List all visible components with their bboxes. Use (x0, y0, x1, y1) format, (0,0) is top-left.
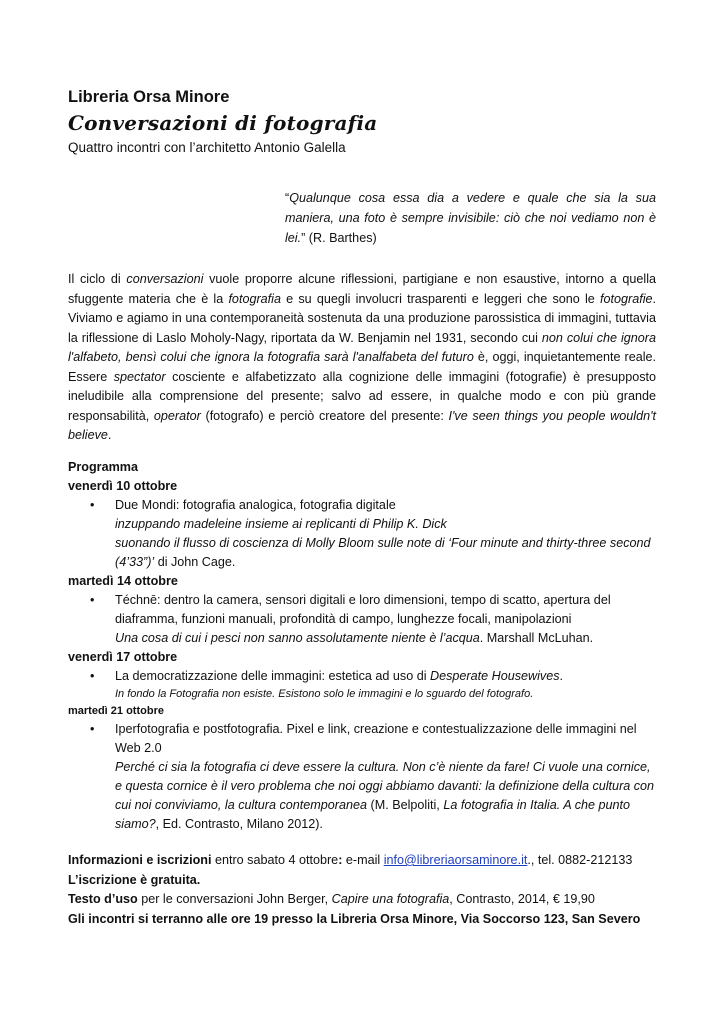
intro-italic: operator (153, 408, 201, 423)
reference-text-line (68, 890, 656, 910)
session-date: martedì 14 ottobre (68, 574, 178, 588)
info-deadline: entro sabato 4 ottobre (211, 853, 339, 867)
document-title: Conversazioni di fotografia (68, 111, 378, 135)
session-quote-author: . Marshall McLuhan. (479, 631, 594, 645)
session-item (68, 591, 656, 648)
intro-paragraph (68, 270, 656, 446)
program-heading: Programma (68, 460, 138, 474)
session-item (68, 667, 656, 703)
session-note-tail: di John Cage. (154, 555, 236, 569)
intro-text: cosciente e alfabetizzato alla cognizione delle immagini (fotografie) è presupposto ineludibile alla comprensione del presente; salvo ad essere, in qualche modo e con più grande responsabilità, (68, 369, 656, 423)
session-date: martedì 21 ottobre (68, 705, 164, 717)
intro-text: (fotografo) e perciò creatore del presente: (200, 408, 449, 423)
program-section (68, 458, 656, 834)
reference-body: per le conversazioni John Berger, (137, 892, 332, 906)
email-link[interactable]: info@libreriaorsaminore.it (383, 853, 528, 867)
email-prefix: e-mail (342, 853, 384, 867)
organization-name: Libreria Orsa Minore (68, 88, 230, 106)
reference-book: Capire una fotografia (331, 892, 450, 906)
session-title: Iperfotografia e postfotografia. Pixel e link, creazione e contestualizzazione delle immagini nel Web 2.0 (115, 722, 637, 755)
intro-text: Il ciclo di (68, 272, 127, 286)
footer-info (68, 851, 656, 929)
bullet-icon: • (90, 593, 95, 607)
session-note: inzuppando madeleine insieme ai replicanti di Philip K. Dick (115, 517, 447, 531)
session-date: venerdì 17 ottobre (68, 650, 178, 664)
session-note: In fondo la Fotografia non esiste. Esistono solo le immagini e lo sguardo del fotografo. (115, 688, 534, 700)
session-cite: (M. Belpoliti, (367, 798, 444, 812)
session-title: La democratizzazione delle immagini: estetica ad uso di (115, 669, 431, 683)
info-label: Informazioni e iscrizioni (68, 853, 212, 867)
session-title-end: . (559, 669, 564, 683)
free-registration: L’iscrizione è gratuita. (68, 872, 201, 887)
bullet-icon: • (90, 669, 95, 683)
session-title: Due Mondi: fotografia analogica, fotografia digitale (115, 498, 396, 512)
document-subtitle: Quattro incontri con l’architetto Antonio Galella (68, 140, 346, 155)
epigraph-quote (285, 188, 656, 248)
intro-italic: fotografie (600, 291, 653, 306)
intro-italic: conversazioni (126, 272, 204, 286)
session-cite-italic: La fotografia in Italia. A che punto siamo? (115, 798, 631, 831)
intro-text: . (107, 428, 112, 442)
session-item (68, 496, 656, 572)
intro-italic: spectator (113, 369, 166, 384)
intro-text: è, oggi, inquietantemente reale. Essere (68, 350, 657, 384)
bullet-icon: • (90, 722, 95, 736)
intro-italic: non colui che ignora l'alfabeto, bensì colui che ignora la fotografia sarà l'analfabeta del futuro (68, 330, 656, 364)
bullet-icon: • (90, 498, 95, 512)
session-quote: Perché ci sia la fotografia ci deve essere la cultura. Non c’è niente da fare! Ci vuole una cornice, e questa cornice è il vero problema che noi oggi abbiamo davanti: la definizione della cultura con cui noi conviviamo, la cultura contemporanea (115, 760, 655, 812)
quote-attribution: ” (R. Barthes) (301, 231, 377, 245)
intro-text: e su quegli involucri trasparenti e leggeri che sono le (280, 291, 600, 306)
reference-label: Testo d’uso (68, 892, 138, 906)
session-date: venerdì 10 ottobre (68, 479, 178, 493)
reference-end: , Contrasto, 2014, € 19,90 (449, 892, 595, 906)
intro-text: . Viviamo e agiamo in una contemporaneità sostenuta da una produzione parossistica di immagini, tuttavia la riflessione di Laslo Moholy-Nagy, riportata da W. Benjamin nel 1931, secondo cui (68, 291, 657, 345)
quote-open: “ (285, 191, 290, 205)
session-item (68, 720, 656, 834)
quote-text: Qualunque cosa essa dia a vedere e quale che sia la sua maniera, una foto è sempre invisibile: ciò che noi vediamo non è lei. (285, 191, 656, 245)
info-line (68, 851, 656, 871)
venue-line: Gli incontri si terranno alle ore 19 presso la Libreria Orsa Minore, Via Soccorso 123, San Severo (68, 911, 641, 926)
session-quote: Una cosa di cui i pesci non sanno assolutamente niente è l’acqua (115, 631, 480, 645)
session-title-italic: Desperate Housewives (430, 669, 560, 683)
intro-text: vuole proporre alcune riflessioni, partigiane e non esaustive, intorno a quella sfuggente materia che è la (68, 272, 657, 306)
info-colon: : (338, 853, 343, 867)
intro-italic: I've seen things you people wouldn't believe (68, 408, 656, 442)
session-cite-end: , Ed. Contrasto, Milano 2012). (155, 817, 323, 831)
session-title: Téchnē: dentro la camera, sensori digitali e loro dimensioni, tempo di scatto, apertura del diaframma, funzioni manuali, profondità di campo, lunghezze focali, manipolazioni (115, 593, 611, 626)
intro-italic: fotografia (228, 291, 281, 306)
phone-number: ., tel. 0882-212133 (527, 853, 633, 867)
session-note: suonando il flusso di coscienza di Molly Bloom sulle note di ‘Four minute and thirty-three second (4’33”)’ (115, 536, 651, 569)
